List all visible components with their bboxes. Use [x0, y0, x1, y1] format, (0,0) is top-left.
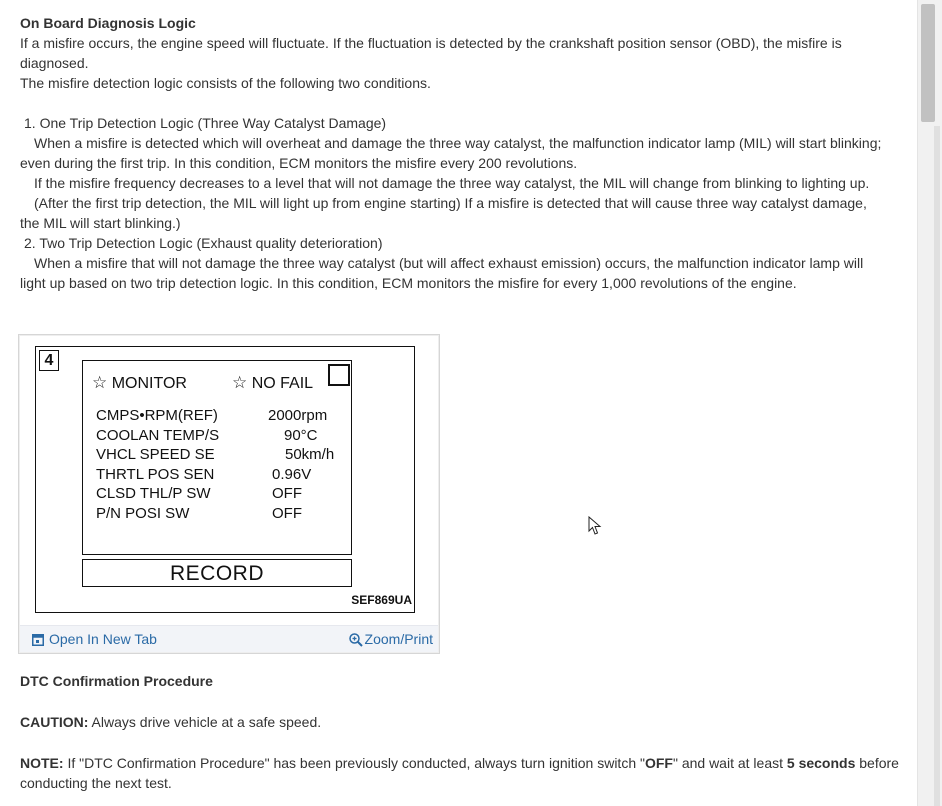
open-in-new-tab-link[interactable]: Open In New Tab: [32, 626, 157, 652]
scrollbar-thumb[interactable]: [921, 4, 935, 122]
figure-number: 4: [39, 350, 59, 371]
zoom-print-link[interactable]: Zoom/Print: [349, 626, 433, 652]
paragraph: The misfire detection logic consists of the following two conditions.: [20, 75, 431, 91]
record-button: RECORD: [82, 559, 352, 587]
no-fail-label: NO FAIL: [251, 375, 314, 392]
section-title: On Board Diagnosis Logic: [20, 15, 196, 31]
figure-image[interactable]: [35, 346, 415, 613]
figure-sef869ua: [18, 334, 440, 654]
list-item-title: 1. One Trip Detection Logic (Three Way Catalyst Damage): [24, 115, 387, 131]
monitor-rows: [96, 406, 346, 523]
monitor-row: CMPS•RPM(REF) 2000rpm: [96, 407, 328, 424]
monitor-row: CLSD THL/P SW OFF: [96, 485, 302, 502]
checkbox-icon: [328, 364, 350, 386]
monitor-row: THRTL POS SEN 0.96V: [96, 465, 312, 483]
monitor-row: COOLAN TEMP/S 90°C: [96, 426, 318, 444]
paragraph: If the misfire frequency decreases to a level that will not damage the three way catalyst, the MIL will change from blinking to lighting up.: [34, 175, 870, 191]
inner-scrollbar-track[interactable]: [934, 126, 940, 806]
new-tab-icon: [32, 634, 44, 646]
paragraph: the MIL will start blinking.): [20, 215, 181, 231]
paragraph: (After the first trip detection, the MIL will light up from engine starting) If a misfire is detected that will cause three way catalyst damage,: [34, 195, 867, 211]
paragraph: conducting the next test.: [20, 775, 172, 791]
article-content: [20, 13, 905, 293]
paragraph: even during the first trip. In this condition, ECM monitors the misfire every 200 revolutions.: [20, 155, 578, 171]
consult-screen: [82, 360, 352, 555]
star-icon: ☆: [232, 373, 248, 392]
paragraph: diagnosed.: [20, 55, 89, 71]
paragraph: When a misfire is detected which will overheat and damage the three way catalyst, the malfunction indicator lamp (MIL) will start blinking;: [34, 135, 882, 151]
mouse-cursor-icon: [588, 516, 602, 536]
paragraph: light up based on two trip detection logic. In this condition, ECM monitors the misfire for every 1,000 revolutions of the engine.: [20, 275, 797, 291]
caution-paragraph: CAUTION: Always drive vehicle at a safe speed.: [20, 714, 322, 730]
figure-footer: [20, 625, 438, 652]
monitor-row: P/N POSI SW OFF: [96, 504, 302, 522]
monitor-row: VHCL SPEED SE 50km/h: [96, 446, 335, 463]
zoom-icon: [349, 633, 363, 647]
screen-header: [92, 373, 314, 394]
star-icon: ☆: [92, 373, 108, 392]
section-title: DTC Confirmation Procedure: [20, 673, 213, 689]
figure-code: SEF869UA: [351, 593, 412, 607]
paragraph: If a misfire occurs, the engine speed will fluctuate. If the fluctuation is detected by the crankshaft position sensor (OBD), the misfire is: [20, 35, 842, 51]
lower-content: [20, 671, 905, 793]
note-paragraph: NOTE: If "DTC Confirmation Procedure" has been previously conducted, always turn ignition switch "OFF" and wait at least 5 seconds before: [20, 755, 899, 771]
monitor-label: MONITOR: [111, 375, 187, 392]
paragraph: When a misfire that will not damage the three way catalyst (but will affect exhaust emission) occurs, the malfunction indicator lamp will: [34, 255, 864, 271]
list-item-title: 2. Two Trip Detection Logic (Exhaust quality deterioration): [24, 235, 383, 251]
